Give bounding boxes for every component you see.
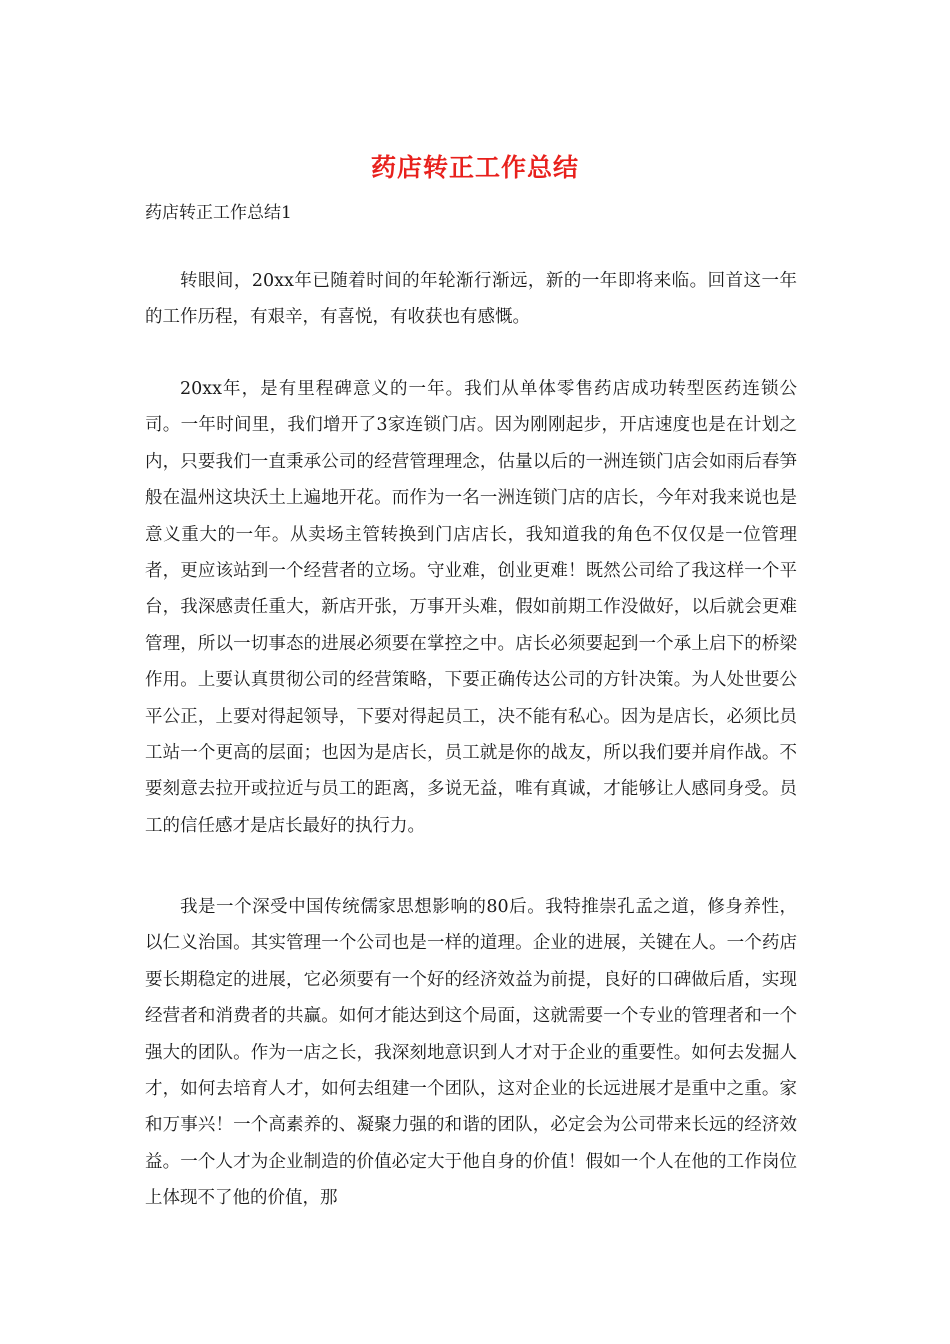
paragraph-1: 转眼间，20xx年已随着时间的年轮渐行渐远，新的一年即将来临。回首这一年的工作历程，有艰辛，有喜悦，有收获也有感慨。 — [145, 271, 797, 328]
paragraph-3: 我是一个深受中国传统儒家思想影响的80后。我特推崇孔孟之道，修身养性，以仁义治国。其实管理一个公司也是一样的道理。企业的进展，关键在人。一个药店要长期稳定的进展，它必须要有一个好的经济效益为前提，良好的口碑做后盾，实现经营者和消费者的共赢。如何才能达到这个局面，这就需要一个专业的管理者和一个强大的团队。作为一店之长，我深刻地意识到人才对于企业的重要性。如何去发掘人才，如何去培育人才，如何去组建一个团队，这对企业的长远进展才是重中之重。家和万事兴！一个高素养的、凝聚力强的和谐的团队，必定会为公司带来长远的经济效益。一个人才为企业制造的价值必定大于他自身的价值！假如一个人在他的工作岗位上体现不了他的价值，那 — [145, 897, 797, 1209]
document-subtitle: 药店转正工作总结1 — [145, 203, 292, 223]
paragraph-2: 20xx年，是有里程碑意义的一年。我们从单体零售药店成功转型医药连锁公司。一年时间里，我们增开了3家连锁门店。因为刚刚起步，开店速度也是在计划之内，只要我们一直秉承公司的经营管理理念，估量以后的一洲连锁门店会如雨后春笋般在温州这块沃土上遍地开花。而作为一名一洲连锁门店的店长，今年对我来说也是意义重大的一年。从卖场主管转换到门店店长，我知道我的角色不仅仅是一位管理者，更应该站到一个经营者的立场。守业难，创业更难！既然公司给了我这样一个平台，我深感责任重大，新店开张，万事开头难，假如前期工作没做好，以后就会更难管理，所以一切事态的进展必须要在掌控之中。店长必须要起到一个承上启下的桥梁作用。上要认真贯彻公司的经营策略，下要正确传达公司的方针决策。为人处世要公平公正，上要对得起领导，下要对得起员工，决不能有私心。因为是店长，必须比员工站一个更高的层面；也因为是店长，员工就是你的战友，所以我们要并肩作战。不要刻意去拉开或拉近与员工的距离，多说无益，唯有真诚，才能够让人感同身受。员工的信任感才是店长最好的执行力。 — [145, 379, 797, 836]
document-title: 药店转正工作总结 — [370, 153, 579, 182]
